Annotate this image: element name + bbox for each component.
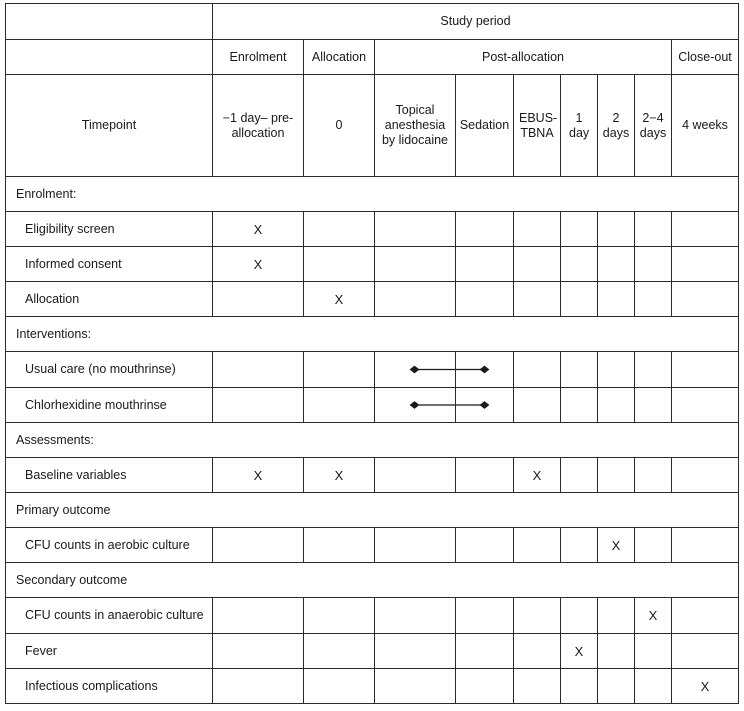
span-cell-right [456, 352, 514, 388]
table-row [6, 669, 739, 704]
section-row-interventions [6, 317, 739, 352]
diamond-end-marker [480, 401, 490, 409]
row-label-usual-care: Usual care (no mouthrinse) [6, 352, 213, 388]
section-row-secondary-outcome [6, 563, 739, 598]
mark-cell: X [514, 458, 561, 493]
table-row [6, 212, 739, 247]
diamond-start-marker [410, 366, 420, 374]
header-row-phases [6, 40, 739, 75]
study-period-header: Study period [213, 4, 739, 40]
row-label-allocation: Allocation [6, 282, 213, 317]
header-row-timepoints [6, 75, 739, 177]
timepoint-pre-allocation-text: −1 day– pre-allocation [222, 110, 294, 140]
mark-cell: X [672, 669, 739, 704]
timepoint-ebus-tbna-text: EBUS-TBNA [519, 110, 558, 140]
span-arrow-left [375, 352, 455, 387]
row-label-baseline-variables: Baseline variables [6, 458, 213, 493]
span-cell-left [375, 388, 456, 423]
table-row [6, 458, 739, 493]
timepoint-label: Timepoint [6, 75, 213, 177]
diamond-start-marker [410, 401, 420, 409]
timepoint-zero: 0 [304, 75, 375, 177]
phase-close-out: Close-out [672, 40, 739, 75]
timepoint-topical-anesthesia-text: Topical anesthesia by lidocaine [381, 103, 448, 147]
timepoint-2-4-days [635, 75, 672, 177]
section-row-assessments [6, 423, 739, 458]
timepoint-4-weeks: 4 weeks [672, 75, 739, 177]
row-label-eligibility-screen: Eligibility screen [6, 212, 213, 247]
timepoint-2-days [598, 75, 635, 177]
row-label-informed-consent: Informed consent [6, 247, 213, 282]
span-cell-left [375, 352, 456, 388]
span-arrow-right [456, 352, 513, 387]
row-label-cfu-aerobic: CFU counts in aerobic culture [6, 528, 213, 563]
table-row [6, 247, 739, 282]
section-row-primary-outcome [6, 493, 739, 528]
table-row [6, 598, 739, 634]
section-row-enrolment [6, 177, 739, 212]
row-label-chlorhexidine: Chlorhexidine mouthrinse [6, 388, 213, 423]
section-title-enrolment: Enrolment: [6, 177, 739, 212]
row-label-infectious-complications: Infectious complications [6, 669, 213, 704]
row-label-cfu-anaerobic: CFU counts in anaerobic culture [6, 598, 213, 634]
corner-cell [6, 4, 213, 40]
phase-allocation: Allocation [304, 40, 375, 75]
diamond-end-marker [480, 366, 490, 374]
timepoint-2-days-text: 2 days [602, 110, 630, 140]
timepoint-sedation: Sedation [456, 75, 514, 177]
mark-cell: X [304, 282, 375, 317]
timepoint-pre-allocation [213, 75, 304, 177]
mark-cell: X [561, 634, 598, 669]
section-title-assessments: Assessments: [6, 423, 739, 458]
mark-cell: X [635, 598, 672, 634]
mark-cell: X [213, 247, 304, 282]
phase-empty-cell [6, 40, 213, 75]
span-cell-right [456, 388, 514, 423]
table-row [6, 352, 739, 388]
mark-cell: X [598, 528, 635, 563]
span-arrow-left [375, 388, 455, 422]
spirit-schedule-table [5, 3, 739, 704]
phase-enrolment: Enrolment [213, 40, 304, 75]
timepoint-2-4-days-text: 2−4 days [639, 110, 667, 140]
section-title-primary-outcome: Primary outcome [6, 493, 739, 528]
mark-cell: X [213, 212, 304, 247]
section-title-interventions: Interventions: [6, 317, 739, 352]
table-row [6, 388, 739, 423]
header-row-study-period [6, 4, 739, 40]
timepoint-ebus-tbna [514, 75, 561, 177]
timepoint-1-day [561, 75, 598, 177]
row-label-fever: Fever [6, 634, 213, 669]
timepoint-topical-anesthesia [375, 75, 456, 177]
table-row [6, 634, 739, 669]
table-row [6, 282, 739, 317]
section-title-secondary-outcome: Secondary outcome [6, 563, 739, 598]
table-row [6, 528, 739, 563]
span-arrow-right [456, 388, 513, 422]
timepoint-1-day-text: 1 day [569, 110, 590, 140]
mark-cell: X [213, 458, 304, 493]
mark-cell: X [304, 458, 375, 493]
phase-post-allocation: Post-allocation [375, 40, 672, 75]
